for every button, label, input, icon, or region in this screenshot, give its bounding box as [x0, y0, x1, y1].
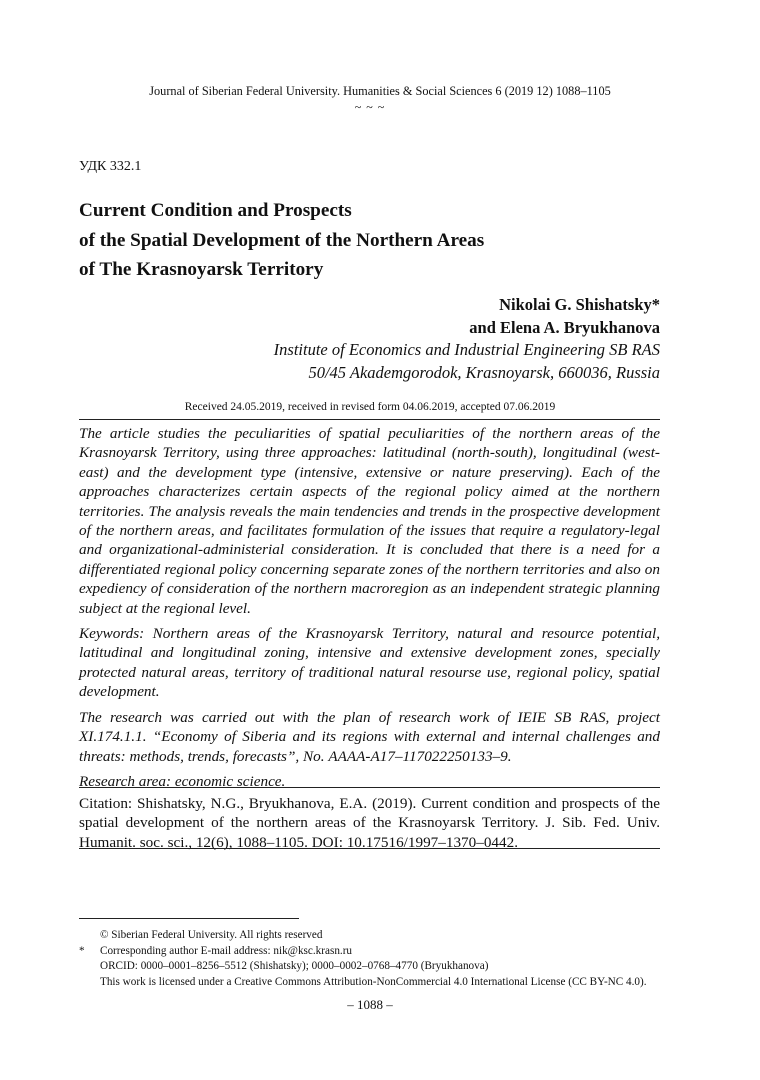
received-dates: Received 24.05.2019, received in revised form 04.06.2019, accepted 07.06.2019 [184, 401, 556, 413]
udk-code: УДК 332.1 [79, 159, 142, 174]
title-line-2: of the Spatial Development of the Northern Areas [79, 229, 485, 251]
divider-top [79, 419, 660, 420]
footnote-rule [79, 918, 299, 919]
affiliation-line-2: 50/45 Akademgorodok, Krasnoyarsk, 660036, Russia [308, 363, 660, 382]
author-line-1: Nikolai G. Shishatsky* [499, 295, 660, 314]
divider-bottom [79, 848, 660, 849]
footnote-copyright: © Siberian Federal University. All rights reserved [100, 929, 323, 941]
title-line-3: of The Krasnoyarsk Territory [79, 259, 324, 280]
authors [469, 293, 660, 339]
footnote-corresponding: * Corresponding author E-mail address: nik@ksc.krasn.ru [79, 944, 689, 960]
research-area: Research area: economic science. [79, 772, 286, 790]
abstract-block [79, 424, 660, 797]
affiliation [274, 338, 660, 384]
page-number: – 1088 – [347, 997, 393, 1012]
article-title [79, 196, 639, 285]
citation: Citation: Shishatsky, N.G., Bryukhanova, E.A. (2019). Current condition and prospects of the spatial development of the northern areas of the Krasnoyarsk Territory. J. Sib. Fed. Univ. Humanit. soc. sci., 12(6), 1088–1105. DOI: 10.17516/1997–1370–0442. [79, 795, 660, 851]
journal-header: Journal of Siberian Federal University. Humanities & Social Sciences 6 (2019 12) 1088–1105 [149, 84, 611, 98]
header-ornament: ~ ~ ~ [354, 100, 386, 114]
funding-note: The research was carried out with the plan of research work of IEIE SB RAS, project XI.174.1.1. “Economy of Siberia and its regions with external and internal challenges and threats: methods, trends, forecasts”, No. АААА-А17–117022250133–9. [79, 708, 660, 765]
abstract: The article studies the peculiarities of spatial peculiarities of the northern areas of the Krasnoyarsk Territory, using three approaches: latitudinal (north-south), longitudinal (west-east) and the development type (intensive, extensive or nature preserving). Each of the approaches characterizes certain aspects of the regional policy aimed at the northern territories. The analysis reveals the main tendencies and trends in the prospective development of the northern areas, and facilitates formulation of the issues that require a regulatory-legal and organizational-administerial consideration. It is concluded that there is a need for a differentiated regional policy concerning separate zones of the northern territories and also on expediency of consideration of the northern macroregion as an independent strategic planning subject at the regional level. [79, 425, 660, 617]
footnote-mark: * [79, 944, 85, 957]
footnote-orcid: ORCID: 0000–0001–8256–5512 (Shishatsky); 0000–0002–0768–4770 (Bryukhanova) [100, 960, 489, 972]
title-line-1: Current Condition and Prospects [79, 200, 352, 221]
keywords: Keywords: Northern areas of the Krasnoyarsk Territory, natural and resource potential, latitudinal and longitudinal zoning, intensive and extensive development zones, specially protected natural areas, territory of traditional natural resourse use, regional policy, spatial development. [79, 625, 660, 701]
affiliation-line-1: Institute of Economics and Industrial Engineering SB RAS [273, 340, 660, 359]
divider-middle [79, 787, 660, 788]
footnote-license: This work is licensed under a Creative Commons Attribution-NonCommercial 4.0 International License (CC BY-NC 4.0). [100, 975, 647, 988]
footnotes [79, 928, 689, 990]
author-line-2: and Elena A. Bryukhanova [469, 318, 660, 337]
